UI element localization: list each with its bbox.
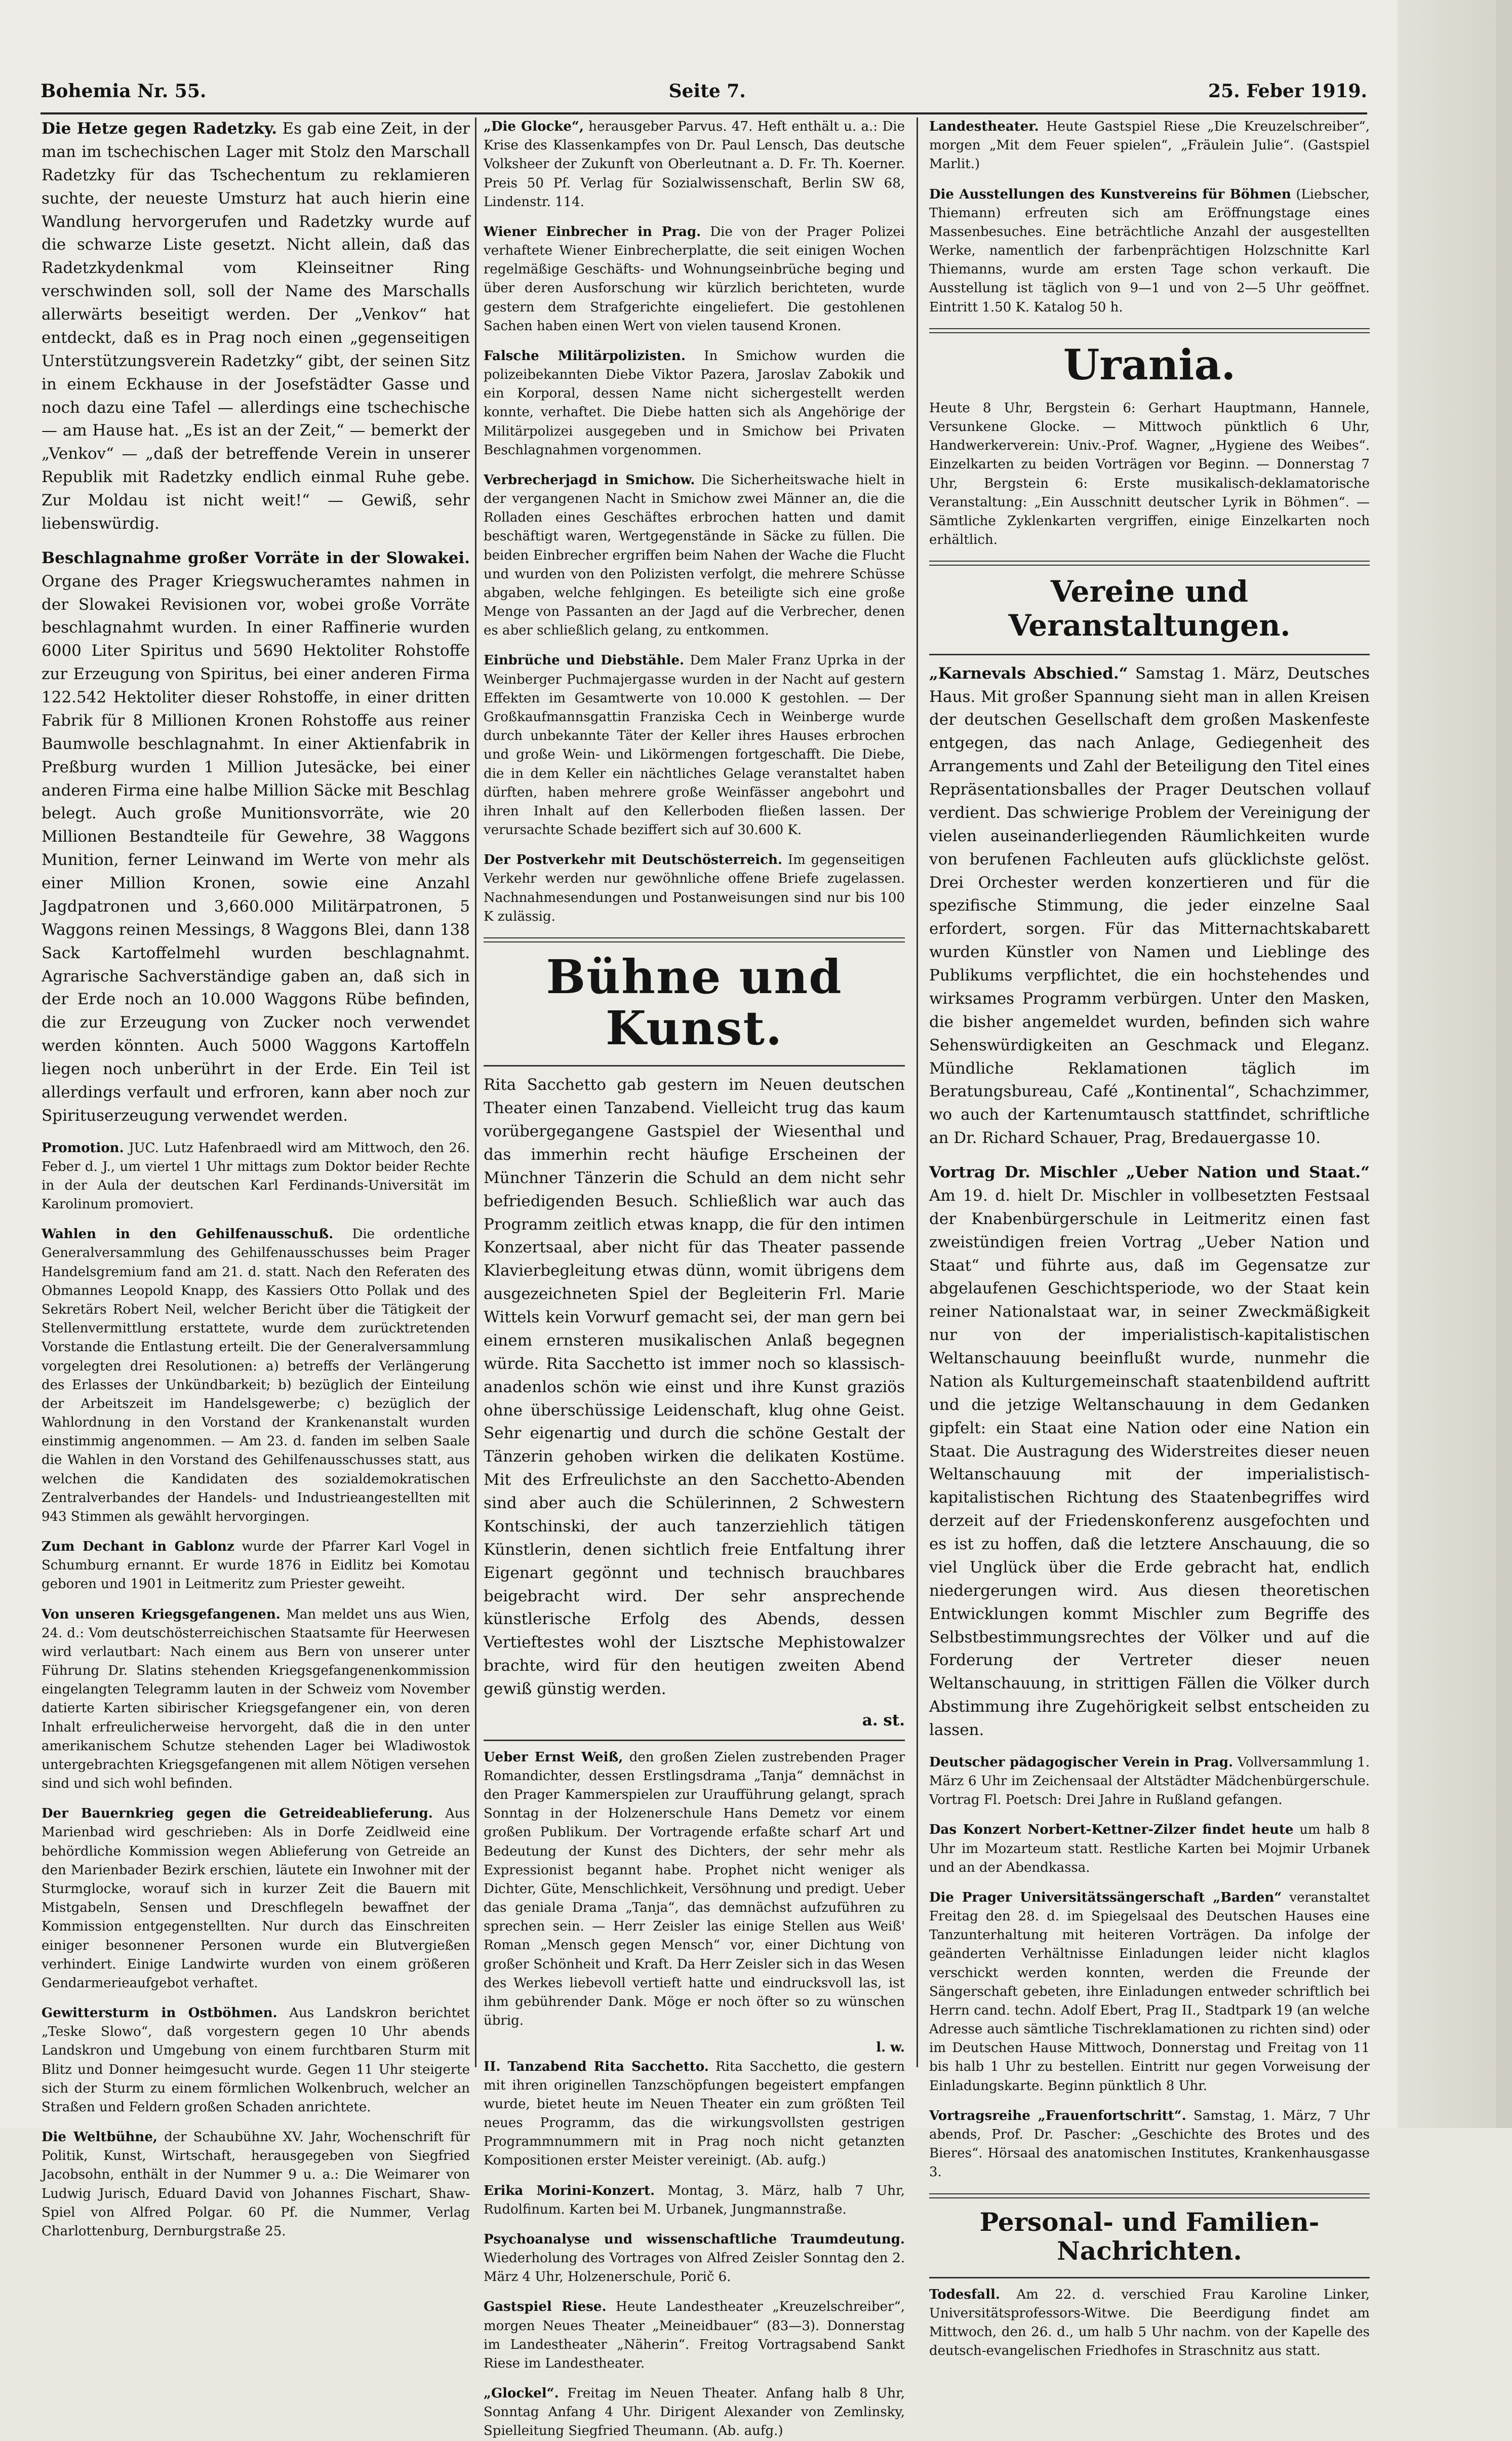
article-text: JUC. Lutz Hafenbraedl wird am Mittwoch, den 26. Feber d. J., um viertel 1 Uhr mittags zum Doktor beider Rechte in der Aula der deutschen Karl Ferdinands-Universität im Karolinum promoviert. [42, 1140, 470, 1212]
article-text: Die ordentliche Generalversammlung des Gehilfenausschusses beim Prager Handelsgremium fand am 21. d. statt. Nach den Referaten des Obmannes Leopold Knapp, des Kassiers Otto Pollak und des Sekretärs Robert Neil, welcher Bericht über die Tätigkeit der Stellenvermittlung erstattete, wurde dem zurücktretenden Vorstande die Entlastung erteilt. Die der Generalversammlung vorgelegten drei Resolutionen: a) betreffs der Verlängerung des Erlasses der Unkündbarkeit; b) bezüglich der Einteilung der Arbeitszeit im Handelsgewerbe; c) bezüglich der Wahlordnung in den Vorstand der Krankenanstalt wurden einstimmig angenommen. — Am 23. d. fanden im selben Saale die Wahlen in den Vorstand des Gehilfenausschusses statt, aus welchen die Kandidaten des sozialdemokratischen Zentralverbandes der Handels- und Industrieangestellten mit 943 Stimmen als gewählt hervorgingen. [42, 1227, 470, 1524]
article-text: Am 19. d. hielt Dr. Mischler in vollbesetzten Festsaal der Knabenbürgerschule in Leitmeritz einen fast zweistündigen freien Vortrag „Ueber Nation und Staat“ und führte aus, daß im Gegensatze zur abgelaufenen Geschichtsperiode, wo der Staat kein reiner Nationalstaat war, in seiner Zweckmäßigkeit nur von der imperialistisch-kapitalistischen Weltanschauung beeinflußt wurde, nunmehr die Nation als Kulturgemeinschaft staatenbildend auftritt und die jetzige Weltanschauung in dem Gedanken gipfelt: ein Staat eine Nation oder eine Nation ein Staat. Die Austragung des Widerstreites dieser neuen Weltanschauung mit der imperialistisch-kapitalistischen Richtung des Staatenbegriffes wird derzeit auf der Friedenskonferenz ausgefochten und es ist zu hoffen, daß die letztere Anschauung, die so viel Unglück über die Erde gebracht hat, endlich niedergerungen wird. Aus diesen theoretischen Entwicklungen kommt Mischler zum Begriffe des Selbstbestimmungsrechtes der Völker und auf die Forderung der Vertreter dieser neuen Weltanschauung, in strittigen Fällen die Völker durch Abstimmung ihre Zugehörigkeit selbst entscheiden zu lassen. [929, 1186, 1370, 1740]
article-title: Beschlagnahme großer Vorräte in der Slowakei. [42, 548, 470, 567]
header-rule [41, 112, 1367, 114]
article-text: Freitag im Neuen Theater. Anfang halb 8 Uhr, Sonntag Anfang 4 Uhr. Dirigent Alexander von Zemlinsky, Spielleitung Siegfried Theumann. (Ab. aufg.) [484, 2386, 905, 2439]
article-glockel [484, 2384, 905, 2441]
column-divider [475, 117, 476, 2067]
article-radetzky [42, 117, 470, 536]
article-dechant [42, 1538, 470, 1594]
article-text: Aus Marienbad wird geschrieben: Als in Dorfe Zeidlweid eine behördliche Kommission wegen Ablieferung von Getreide an den Marienbader Bezirk erschien, läutete ein Inwohner mit der Sturmglocke, worauf sich in kurzer Zeit die Bauern mit Mistgabeln, Sensen und Dreschflegeln bewaffnet der Kommission entgegenstellten. Nur durch das Einschreiten einiger besonnener Personen wurde ein Blutvergießen verhindert. Einige Landwirte wurden von einem größeren Gendarmerieaufgebot verhaftet. [42, 1806, 470, 1991]
column-1 [42, 117, 470, 2239]
section-rule [929, 2277, 1370, 2278]
article-title: Vortragsreihe „Frauenfortschritt“. [929, 2108, 1186, 2123]
header-page-number: Seite 7. [668, 81, 746, 102]
page-edge [1496, 0, 1512, 2128]
article-text: Rita Sacchetto gab gestern im Neuen deutschen Theater einen Tanzabend. Vielleicht trug das kaum vorübergegangene Gastspiel der Wiesenthal und das immerhin recht häufige Erscheinen der Münchner Tänzerin die Schuld an dem nicht sehr befriedigenden Besuch. Schließlich war auch das Programm zeitlich etwas knapp, die für den intimen Konzertsaal, aber nicht für das Theater passende Klavierbegleitung etwas dünn, womit übrigens dem ausgezeichneten Spiel der Begleiterin Frl. Marie Wittels kein Vorwurf gemacht sei, der man gern bei einem ernsteren musikalischen Anlaß begegnen würde. Rita Sacchetto ist immer noch so klassisch-anadenlos schön wie einst und ihre Kunst graziös ohne überschüssige Leidenschaft, klug ohne Geist. Sehr eigenartig und durch die schöne Gestalt der Tänzerin gehoben wirken die delikaten Kostüme. Mit des Erfreulichste an den Sacchetto-Abenden sind aber auch die Schülerinnen, 2 Schwestern Kontschinski, der auch tanzerziehlich tätigen Künstlerin, denen sichtlich freie Entfaltung ihrer Eigenart gegönnt und technisch brauchbares beigebracht wird. Der sehr ansprechende künstlerische Erfolg des Abends, dessen Vertieftestes wohl der Lisztsche Mephistowalzer brachte, wird für den heutigen zweiten Abend gewiß günstig werden. [484, 1076, 905, 1698]
article-text: Dem Maler Franz Uprka in der Weinberger Puchmajergasse wurden in der Nacht auf gestern Effekten im Gesamtwerte von 10.000 K gestohlen. — Der Großkaufmannsgattin Franziska Cech in Weinberge wurde durch unbekannte Täter der Keller ihres Hauses erbrochen und große Wein- und Likörmengen fortgeschafft. Die Diebe, die in dem Keller ein nächtliches Gelage veranstaltet haben dürften, haben mehrere große Weinfässer angebohrt und ihren Inhalt auf den Kellerboden fließen lassen. Der verursachte Schade beziffert sich auf 30.600 K. [484, 653, 905, 838]
article-barden [929, 1888, 1370, 2096]
article-text: Im gegenseitigen Verkehr werden nur gewöhnliche offene Briefe zugelassen. Nachnahmesendungen und Postanweisungen sind nur bis 100 K zulässig. [484, 852, 905, 924]
article-gewittersturm [42, 2004, 470, 2117]
article-text: (Liebscher, Thiemann) erfreuten sich am Eröffnungstage eines Massenbesuches. Eine beträchtliche Anzahl der ausgestellten Werke, namentlich der farbenprächtigen Holzschnitte Karl Thiemanns, wurde am ersten Tage schon verkauft. Die Ausstellung ist täglich von 9—1 und von 2—5 Uhr geöffnet. Eintritt 1.50 K. Katalog 50 h. [929, 186, 1370, 315]
article-title: Von unseren Kriegsgefangenen. [42, 1606, 281, 1622]
article-paedagogischer-verein [929, 1753, 1370, 1810]
article-mischler [929, 1161, 1370, 1742]
section-heading-personal: Personal- und Familien-Nachrichten. [979, 2207, 1320, 2266]
article-frauenfortschritt [929, 2107, 1370, 2182]
article-title: „Karnevals Abschied.“ [929, 664, 1128, 683]
article-karneval [929, 662, 1370, 1150]
article-text: Vollversammlung 1. März 6 Uhr im Zeichensaal der Altstädter Mädchenbürgerschule. Vortrag Fl. Poetsch: Drei Jahre in Rußland gefangen. [929, 1754, 1370, 1808]
article-text: Wiederholung des Vortrages von Alfred Zeisler Sonntag den 2. März 4 Uhr, Holzenerschule, Porič 6. [484, 2251, 905, 2285]
article-title: Erika Morini-Konzert. [484, 2183, 655, 2198]
article-title: Wahlen in den Gehilfenausschuß. [42, 1227, 334, 1242]
article-title: Todesfall. [929, 2287, 1000, 2302]
section-heading-buehne-und-kunst: Bühne und Kunst. [546, 949, 843, 1056]
article-sacchetto [484, 1074, 905, 1701]
article-title: Psychoanalyse und wissenschaftliche Traumdeutung. [484, 2231, 905, 2247]
article-text: veranstaltet Freitag den 28. d. im Spiegelsaal des Deutschen Hauses eine Tanzunterhaltung mit heiteren Vorträgen. Da infolge der geänderten Verhältnisse Einladungen leider nicht klaglos verschickt werden konnten, werden die Freunde der Sängerschaft gebeten, ihre Einladungen entweder schriftlich bei Herrn cand. techn. Adolf Ebert, Prag II., Stadtpark 19 (an welche Adresse auch sämtliche Tischreklamationen zu richten sind) oder im Deutschen Hause Mittwoch, Donnerstag und Freitag von 11 bis halb 1 Uhr zu bestellen. Eintritt nur gegen Vorweisung der Einladungskarte. Beginn pünktlich 8 Uhr. [929, 1889, 1370, 2094]
column-3 [929, 117, 1370, 2359]
article-text: Aus Landskron berichtet „Teske Slowo“, daß vorgestern gegen 10 Uhr abends Landskron und Umgebung von einem furchtbaren Sturm mit Blitz und Donner heimgesucht wurde. Gegen 11 Uhr steigerte sich der Sturm zu einem förmlichen Wolkenbruch, welcher an Straßen und Feldern großen Schaden anrichtete. [42, 2005, 470, 2115]
article-weltbuehne [42, 2128, 470, 2241]
article-title: Gewittersturm in Ostböhmen. [42, 2005, 277, 2021]
article-promotion [42, 1139, 470, 1214]
article-title: Ueber Ernst Weiß, [484, 1749, 623, 1765]
article-gastspiel-riese [484, 2298, 905, 2373]
article-konzert [929, 1821, 1370, 1877]
article-title: Das Konzert Norbert-Kettner-Zilzer findet heute [929, 1822, 1294, 1838]
article-todesfall [929, 2286, 1370, 2361]
article-text: der Schaubühne XV. Jahr, Wochenschrift für Politik, Kunst, Wirtschaft, herausgegeben von Siegfried Jacobsohn, enthält in der Nummer 9 u. a.: Die Weimarer von Ludwig Jurisch, Eduard David von Johannes Fischart, Shaw-Spiel von Alfred Polgar. 60 Pf. die Nummer, Verlag Charlottenburg, Dernburgstraße 25. [42, 2130, 470, 2239]
article-title: Wiener Einbrecher in Prag. [484, 224, 701, 240]
article-text: Man meldet uns aus Wien, 24. d.: Vom deutschösterreichischen Staatsamte für Heerwesen wird verlautbart: Nach einem aus Bern von unserer unter Führung Dr. Slatins stehenden Kriegsgefangenenkommission eingelangten Telegramm lauten in der Schweiz vom November datierte Karten sibirischer Kriegsgefangener ein, von deren Inhalt erfreulicherweise hervorgeht, daß die in den unter amerikanischem Schutze stehenden Lager bei Wladiwostok untergebrachten Kriegsgefangenen mit allem Nötigen versehen sind und sich wohl befinden. [42, 1606, 470, 1792]
section-rule [484, 1065, 905, 1067]
page-margin [1398, 0, 1512, 2128]
article-text: Heute Landestheater „Kreuzelschreiber“, morgen Neues Theater „Meineidbauer“ (83—3). Donnerstag im Landestheater „Näherin“. Freitog Vortragsabend Sankt Riese im Landestheater. [484, 2299, 905, 2371]
header-date: 25. Feber 1919. [1208, 81, 1367, 102]
article-signature: a. st. [862, 1711, 905, 1729]
header-issue: Bohemia Nr. 55. [41, 81, 207, 102]
article-landestheater [929, 117, 1370, 174]
section-rule [484, 937, 905, 942]
column-divider [917, 117, 918, 2067]
section-heading-urania: Urania. [1063, 340, 1236, 389]
article-text: wurde der Pfarrer Karl Vogel in Schumburg ernannt. Er wurde 1876 in Eidlitz bei Komotau geboren und 1901 in Leitmeritz zum Priester geweiht. [42, 1539, 470, 1592]
article-text: Organe des Prager Kriegswucheramtes nahmen in der Slowakei Revisionen vor, wobei große Vorräte beschlagnahmt wurden. In einer Raffinerie wurden 6000 Liter Spiritus und 5690 Hektoliter Rohstoffe zur Erzeugung von Spiritus, bei einer anderen Firma 122.542 Hektoliter dieser Rohstoffe, in einer dritten Fabrik für 8 Millionen Kronen Rohstoffe aus reiner Baumwolle beschlagnahmt. In einer Aktienfabrik in Preßburg wurden 1 Million Jutesäcke, bei einer anderen Firma eine halbe Million Säcke mit Beschlag belegt. Auch große Munitionsvorräte, wie 20 Millionen Bestandteile für Gewehre, 38 Waggons Munition, ferner Leinwand im Werte von mehr als einer Million Kronen, sowie eine Anzahl Jagdpatronen und 3,660.000 Militärpatronen, 5 Waggons reinen Messings, 8 Waggons Blei, dann 138 Sack Kartoffelmehl wurden beschlagnahmt. Agrarische Sachverständige gaben an, daß sich in der Erde noch an 10.000 Waggons Rübe befinden, die zur Erzeugung von Zucker noch verwendet werden könnten. Auch 5000 Waggons Kartoffeln liegen noch unberührt in der Erde. Ein Teil ist allerdings verfault und erfroren, kann aber noch zur Spirituserzeugung verwendet werden. [42, 572, 470, 1125]
article-wiener-einbrecher [484, 223, 905, 336]
article-glocke [484, 117, 905, 212]
article-verbrecherjagd [484, 471, 905, 641]
article-kriegsgefangene [42, 1605, 470, 1794]
article-text: Rita Sacchetto, die gestern mit ihren originellen Tanzschöpfungen begeistert empfangen wurde, bietet heute im Neuen Theater ein zum größten Teil neues Programm, das die wirkungsvollsten gestrigen Programmnummern mit in Prag noch nicht getanzten Kompositionen erster Meister vereinigt. (Ab. aufg.) [484, 2059, 905, 2169]
article-militaerpolizisten [484, 347, 905, 460]
article-psychoanalyse [484, 2230, 905, 2287]
article-wahlen [42, 1225, 470, 1526]
article-text: Montag, 3. März, halb 7 Uhr, Rudolfinum. Karten bei M. Urbanek, Jungmannstraße. [484, 2183, 905, 2217]
article-title: Landestheater. [929, 119, 1039, 134]
article-title: Einbrüche und Diebstähle. [484, 653, 685, 668]
article-text: Die Sicherheitswache hielt in der vergangenen Nacht in Smichow zwei Männer an, die die Rolladen eines Geschäftes erbrochen hatten und damit beschäftigt waren, Wertgegenstände in Säcke zu füllen. Die beiden Einbrecher ergriffen beim Nahen der Wache die Flucht und wurden von den Polizisten verfolgt, die mehrere Schüsse abgaben, welche fehlgingen. Es beteiligte sich eine große Menge von Passanten an der Jagd auf die Verbrecher, denen es aber schließlich gelang, zu entkommen. [484, 472, 905, 639]
article-urania-program [929, 399, 1370, 549]
article-title: II. Tanzabend Rita Sacchetto. [484, 2059, 709, 2074]
article-title: Falsche Militärpolizisten. [484, 348, 686, 364]
article-title: Die Weltbühne, [42, 2130, 157, 2145]
article-text: den großen Zielen zustrebenden Prager Romandichter, dessen Erstlingsdrama „Tanja“ demnächst in den Prager Kammerspielen zur Uraufführung gelangt, sprach Sonntag in der Holzenerschule Hans Demetz vor einem großen Publikum. Der Vortragende erfaßte scharf Art und Bedeutung der Kunst des Dichters, der sehr mehr als Expressionist begannt habe. Prophet nicht weniger als Dichter, Güte, Menschlichkeit, Versöhnung und predigt. Ueber das geniale Drama „Tanja“, das demnächst aufzuführen zu sprechen sein. — Herr Zeisler las einige Stellen aus Weiß' Roman „Mensch gegen Mensch“ vor, einer Dichtung von großer Schönheit und Kraft. Da Herr Zeisler sich in das Wesen des Werkes liebevoll vertieft hatte und eindrucksvoll las, ist ihm gebührender Dank. Möge er noch öfter so zu wünschen übrig. [484, 1749, 905, 2029]
article-beschlagnahme [42, 547, 470, 1128]
article-title: Die Prager Universitätssängerschaft „Barden“ [929, 1889, 1282, 1905]
article-title: „Die Glocke“, [484, 119, 584, 134]
article-title: Die Hetze gegen Radetzky. [42, 120, 277, 138]
article-text: Heute 8 Uhr, Bergstein 6: Gerhart Hauptmann, Hannele, Versunkene Glocke. — Mittwoch pünktlich 6 Uhr, Handwerkerverein: Univ.-Prof. Wagner, „Hygiene des Weibes“. Einzelkarten zu beiden Vorträgen vor Beginn. — Donnerstag 7 Uhr, Bergstein 6: Erste musikalisch-deklamatorische Veranstaltung: „Ein Ausschnitt deutscher Lyrik in Böhmen“. — Sämtliche Zyklenkarten vergriffen, einige Einzelkarten noch erhältlich. [929, 400, 1370, 548]
article-title: Deutscher pädagogischer Verein in Prag. [929, 1754, 1234, 1770]
section-rule [929, 654, 1370, 655]
article-postverkehr [484, 851, 905, 926]
article-title: Der Bauernkrieg gegen die Getreideablieferung. [42, 1806, 433, 1822]
section-heading-vereine: Vereine und Veranstaltungen. [1008, 574, 1291, 643]
article-ernst-weiss [484, 1748, 905, 2031]
section-rule [929, 561, 1370, 566]
article-title: „Glockel“. [484, 2386, 559, 2401]
section-rule [929, 328, 1370, 333]
article-bauernkrieg [42, 1804, 470, 1993]
section-rule [929, 2193, 1370, 2198]
column-2 [484, 117, 905, 2439]
article-title: Die Ausstellungen des Kunstvereins für Böhmen [929, 186, 1291, 202]
article-text: In Smichow wurden die polizeibekannten Diebe Viktor Pazera, Jaroslav Zabokik und ein Korporal, dessen Name nicht sichergestellt werden konnte, verhaftet. Die Diebe hatten sich als Angehörige der Militärpolizei ausgegeben und in Smichow bei Privaten Beschlagnahmen vorgenommen. [484, 348, 905, 458]
article-title: Gastspiel Riese. [484, 2299, 607, 2315]
article-title: Vortrag Dr. Mischler „Ueber Nation und Staat.“ [929, 1163, 1370, 1182]
article-text: Heute Gastspiel Riese „Die Kreuzelschreiber“, morgen „Mit dem Feuer spielen“, „Fräulein Julie“. (Gastspiel Marlit.) [929, 119, 1370, 172]
article-text: Samstag 1. März, Deutsches Haus. Mit großer Spannung sieht man in allen Kreisen der deutschen Gesellschaft dem großen Maskenfeste entgegen, das nach Anlage, Gediegenheit des Arrangements und Zahl der Beteiligung den Titel eines Repräsentationsballes der Prager Deutschen vollauf verdient. Das schwierige Problem der Vereinigung der vielen auseinanderliegenden Räumlichkeiten wurde von berufenen Fachleuten aufs glücklichste gelöst. Drei Orchester werden konzertieren und für die spezifische Stimmung, die jeder einzelne Saal erfordert, sorgen. Für das Mitternachtskabarett wurden Künstler von Namen und Lieblinge des Publikums verpflichtet, die ein hochstehendes und wirksames Programm verbürgen. Unter den Masken, die bisher angemeldet wurden, befinden sich wahre Sehenswürdigkeiten an Geschmack und Eleganz. Mündliche Reklamationen täglich im Beratungsbureau, Café „Kontinental“, Schachzimmer, wo auch der Kartenumtausch stattfindet, schriftliche an Dr. Richard Schauer, Prag, Bredauergasse 10. [929, 664, 1370, 1148]
article-title: Promotion. [42, 1140, 124, 1156]
article-tanzabend [484, 2058, 905, 2171]
article-title: Verbrecherjagd in Smichow. [484, 472, 695, 488]
article-text: Am 22. d. verschied Frau Karoline Linker, Universitätsprofessors-Witwe. Die Beerdigung findet am Mittwoch, den 26. d., um halb 5 Uhr nachm. von der Kapelle des deutsch-evangelischen Friedhofes in Straschnitz aus statt. [929, 2287, 1370, 2359]
article-kunstverein [929, 185, 1370, 317]
article-text: herausgeber Parvus. 47. Heft enthält u. a.: Die Krise des Klassenkampfes von Dr. Paul Lensch, Das deutsche Volksheer der Zukunft von Oberleutnant a. D. Fr. Th. Koerner. Preis 50 Pf. Verlag für Sozialwissenschaft, Berlin SW 68, Lindenstr. 114. [484, 119, 905, 210]
article-text: um halb 8 Uhr im Mozarteum statt. Restliche Karten bei Mojmir Urbanek und an der Abendkassa. [929, 1822, 1370, 1875]
article-title: Zum Dechant in Gablonz [42, 1539, 234, 1555]
page-header [41, 71, 1367, 111]
article-einbrueche [484, 651, 905, 840]
article-text: Samstag, 1. März, 7 Uhr abends, Prof. Dr. Pascher: „Geschichte des Brotes und des Bieres“. Hörsaal des anatomischen Institutes, Krankenhausgasse 3. [929, 2108, 1370, 2180]
article-morini [484, 2182, 905, 2219]
article-title: Der Postverkehr mit Deutschösterreich. [484, 852, 782, 868]
article-text: Es gab eine Zeit, in der man im tschechischen Lager mit Stolz den Marschall Radetzky für das Tschechentum zu reklamieren suchte, der neueste Umsturz hat auch hierin eine Wandlung hervorgerufen und Radetzky wurde auf die schwarze Liste gesetzt. Nicht allein, daß das Radetzkydenkmal vom Kleinseitner Ring verschwinden soll, soll der Name des Marschalls allerwärts beseitigt werden. Der „Venkov“ hat entdeckt, daß es in Prag noch einen „gegenseitigen Unterstützungsverein Radetzky“ gibt, der seinen Sitz in einem Eckhause in der Josefstädter Gasse und noch dazu eine Tafel — allerdings eine tschechische — am Hause hat. „Es ist an der Zeit,“ — bemerkt der „Venkov“ — „daß der betreffende Verein in unserer Republik mit Radetzky endlich einmal Ruhe gebe. Zur Moldau ist nicht weit!“ — Gewiß, sehr liebenswürdig. [42, 120, 470, 533]
article-signature: l. w. [876, 2040, 905, 2056]
article-text: Die von der Prager Polizei verhaftete Wiener Einbrecherplatte, die seit einigen Wochen regelmäßige Geschäfts- und Wohnungseinbrüche beging und über deren Ausforschung wir kürzlich berichteten, wurde gestern dem Strafgerichte eingeliefert. Die gestohlenen Sachen haben einen Wert von vielen tausend Kronen. [484, 224, 905, 334]
article-rule [484, 1740, 905, 1741]
